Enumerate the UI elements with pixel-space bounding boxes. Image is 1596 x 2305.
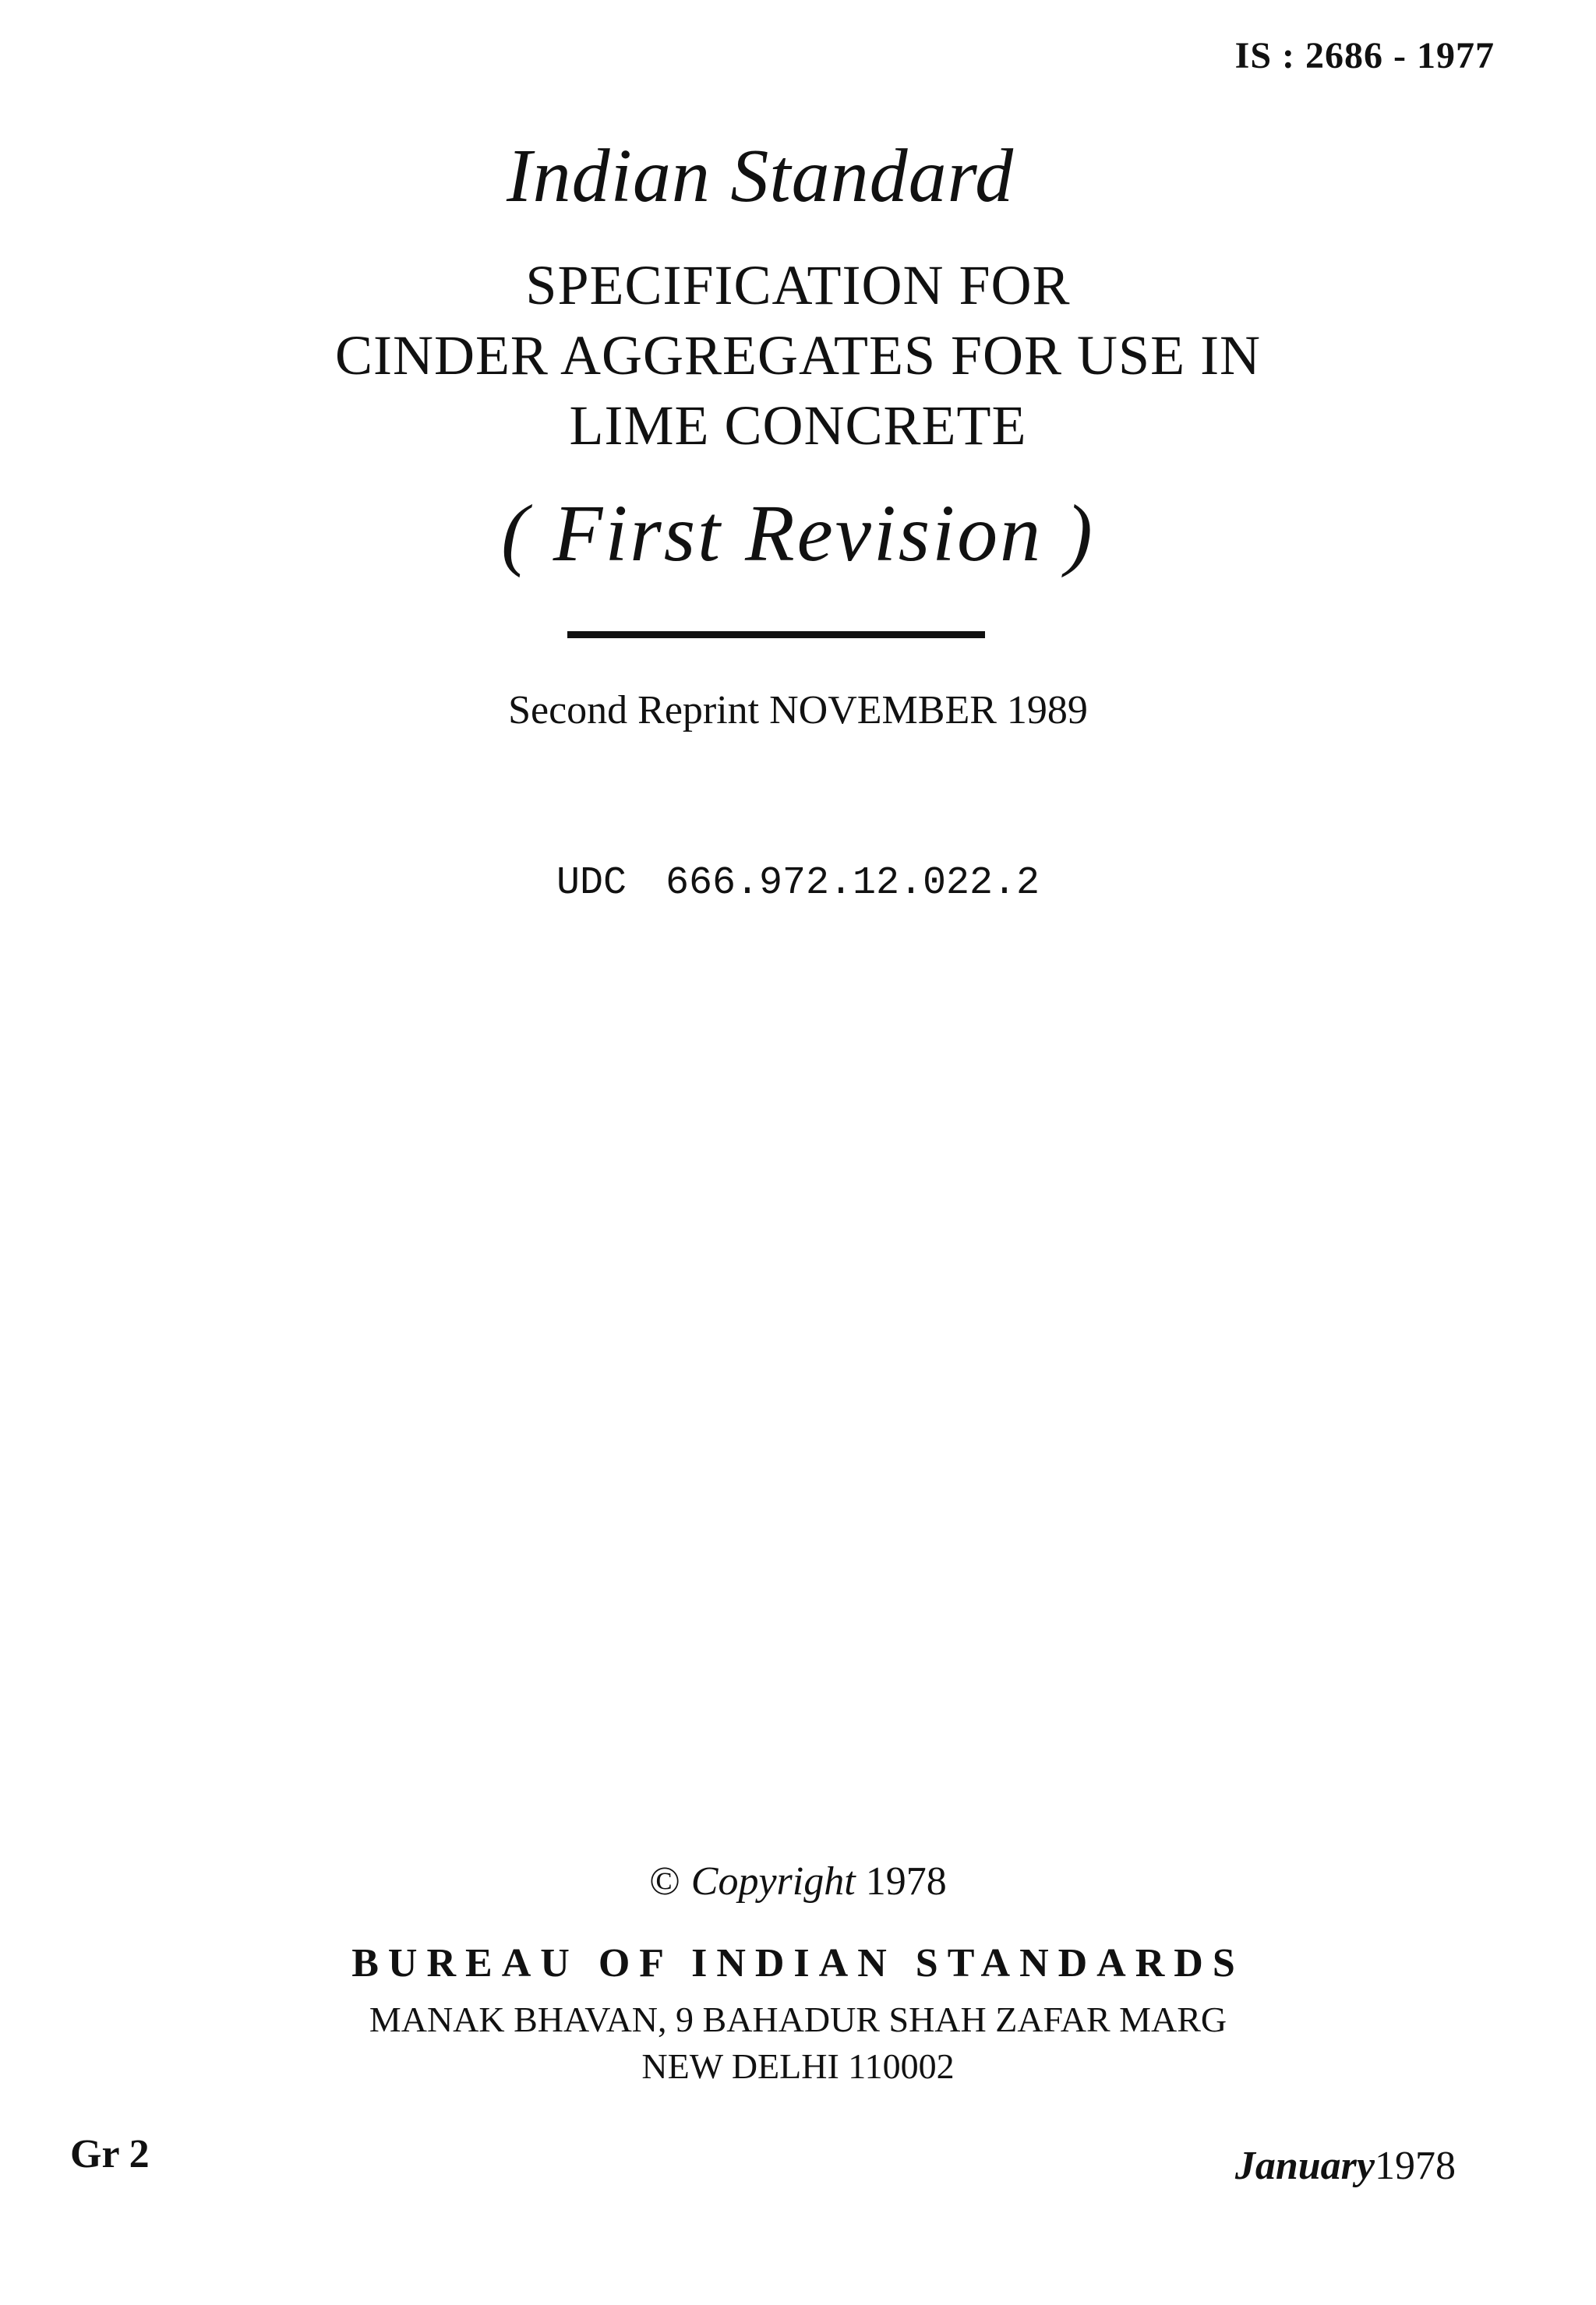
series-title: Indian Standard: [507, 134, 1015, 218]
revision-label: ( First Revision ): [501, 489, 1095, 578]
title-divider: [567, 631, 985, 638]
copyright-year: 1978: [865, 1859, 947, 1904]
reprint-note: Second Reprint NOVEMBER 1989: [508, 688, 1088, 732]
udc-label: UDC: [556, 861, 627, 905]
title-line-3: LIME CONCRETE: [569, 394, 1027, 457]
publisher-address-line-1: MANAK BHAVAN, 9 BAHADUR SHAH ZAFAR MARG: [369, 2000, 1227, 2039]
udc-classification: [0, 861, 1596, 905]
title-line-2: CINDER AGGREGATES FOR USE IN: [334, 324, 1262, 387]
issue-date: [1235, 2143, 1456, 2189]
issue-year: 1978: [1375, 2144, 1456, 2188]
title-line-1: SPECIFICATION FOR: [525, 254, 1071, 316]
price-group: Gr 2: [70, 2132, 150, 2176]
copyright-symbol: ©: [649, 1859, 680, 1904]
copyright-word: Copyright: [690, 1859, 856, 1904]
document-number: IS : 2686 - 1977: [1234, 35, 1495, 76]
issue-month: January: [1234, 2144, 1375, 2188]
copyright-notice: [0, 1858, 1596, 1904]
publisher-address-line-2: NEW DELHI 110002: [641, 2046, 955, 2086]
publisher-name: BUREAU OF INDIAN STANDARDS: [351, 1941, 1245, 1986]
udc-value: 666.972.12.022.2: [665, 861, 1040, 905]
